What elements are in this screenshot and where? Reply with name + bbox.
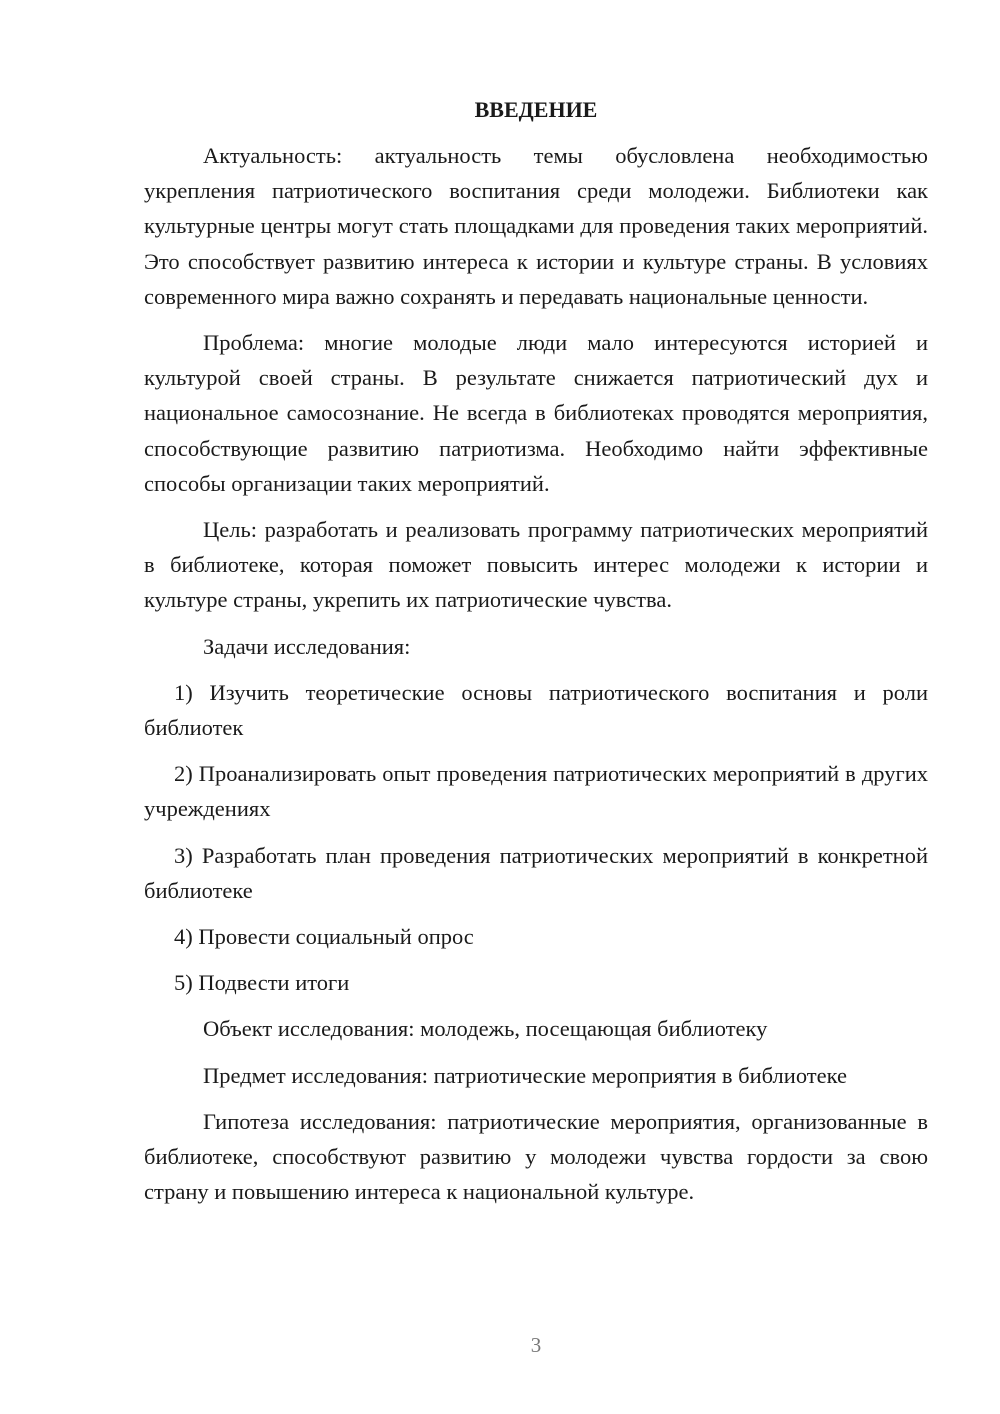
task-item-5: 5) Подвести итоги: [174, 970, 350, 996]
tasks-heading: Задачи исследования:: [203, 633, 411, 659]
task-item-2: 2) Проанализировать опыт проведения патриотических мероприятий в других учреждениях: [144, 761, 928, 822]
paragraph-goal: Цель: разработать и реализовать программу патриотических мероприятий в библиотеке, которая поможет повысить интерес молодежи к истории и культуре страны, укрепить их патриотические чувства.: [144, 517, 928, 613]
paragraph-hypothesis: Гипотеза исследования: патриотические мероприятия, организованные в библиотеке, способствуют развитию у молодежи чувства гордости за свою страну и повышению интереса к национальной культуре.: [144, 1108, 928, 1205]
paragraph-object: Объект исследования: молодежь, посещающая библиотеку: [203, 1016, 768, 1042]
page-title: ВВЕДЕНИЕ: [474, 97, 598, 122]
document-page: [144, 92, 928, 1220]
task-item-3: 3) Разработать план проведения патриотических мероприятий в конкретной библиотеке: [144, 842, 928, 903]
task-item-4: 4) Провести социальный опрос: [174, 924, 474, 950]
task-item-1: 1) Изучить теоретические основы патриотического воспитания и роли библиотек: [144, 679, 928, 741]
page-number: 3: [530, 1333, 542, 1357]
paragraph-relevance: Актуальность: актуальность темы обусловлена необходимостью укрепления патриотического воспитания среди молодежи. Библиотеки как культурные центры могут стать площадками для проведения таких мероприятий. Это способствует развитию интереса к истории и культуре страны. В условиях современного мира важно сохранять и передавать национальные ценности.: [144, 143, 928, 309]
paragraph-problem: Проблема: многие молодые люди мало интересуются историей и культурой своей страны. В результате снижается патриотический дух и национальное самосознание. Не всегда в библиотеках проводятся мероприятия, способствующие развитию патриотизма. Необходимо найти эффективные способы организации таких мероприятий.: [144, 330, 928, 496]
paragraph-subject: Предмет исследования: патриотические мероприятия в библиотеке: [203, 1062, 847, 1088]
